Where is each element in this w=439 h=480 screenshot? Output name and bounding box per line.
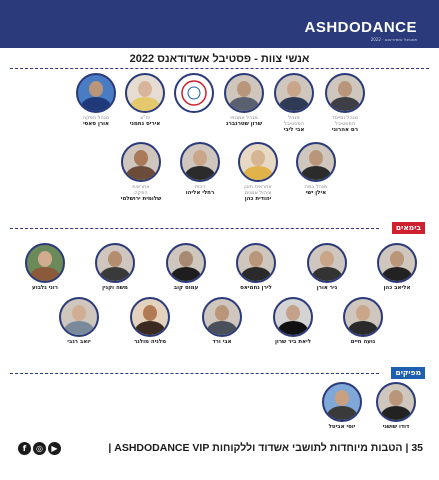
person-card <box>14 243 76 292</box>
person-role: מנהל ומייסד הפסטיבל <box>331 115 359 127</box>
person-name: דודו שושני <box>382 424 410 430</box>
person-role: מנהל הפקה <box>82 115 110 121</box>
person-name: אבי ורד <box>212 339 232 345</box>
person-card <box>296 243 358 292</box>
avatar <box>376 382 416 422</box>
person-card <box>285 142 347 197</box>
avatar <box>343 297 383 337</box>
person-name: אורן סאסי <box>82 121 110 127</box>
person-card <box>225 243 287 292</box>
person-card <box>169 142 231 197</box>
section-divider <box>10 373 379 374</box>
person-name: משה וקנין <box>102 285 128 291</box>
avatar <box>202 297 242 337</box>
person-name: ליאת ביר שרון <box>274 339 312 345</box>
facebook-icon[interactable]: f <box>18 442 31 455</box>
avatar <box>307 243 347 283</box>
person-card <box>110 142 172 203</box>
person-role: מנהל הפסטיבל <box>284 115 304 127</box>
person-role: אחראית תוכן וניהול אמנים <box>244 184 272 196</box>
avatar <box>95 243 135 283</box>
avatar <box>322 382 362 422</box>
person-card <box>227 142 289 203</box>
avatar <box>296 142 336 182</box>
logo-subtitle: 2022 · פסטיבל אשדודאנס <box>370 37 417 42</box>
avatar <box>121 142 161 182</box>
person-role: מנהל אמנותי <box>230 115 258 121</box>
person-card <box>332 297 394 346</box>
footer <box>18 438 423 458</box>
person-name: רם אהרוני <box>331 127 359 133</box>
avatar <box>174 73 214 113</box>
avatar <box>236 243 276 283</box>
avatar <box>377 243 417 283</box>
avatar <box>274 73 314 113</box>
person-name: אילן ישי <box>305 190 327 196</box>
person-role: רכזת <box>194 184 206 190</box>
avatar <box>325 73 365 113</box>
page-title: אנשי צוות - פסטיבל אשדודאנס 2022 <box>129 53 310 65</box>
ashdodance-logo: ASHDODANCE <box>304 19 417 36</box>
person-name: ניר אורן <box>316 285 338 291</box>
avatar <box>180 142 220 182</box>
avatar <box>273 297 313 337</box>
section-divider <box>10 228 379 229</box>
person-name: שרון שטרנברג <box>225 121 262 127</box>
person-name: מלניה מולנר <box>133 339 167 345</box>
person-role: אחראית הפקה <box>132 184 150 196</box>
person-card <box>262 297 324 346</box>
avatar <box>59 297 99 337</box>
person-name: נועה חיים <box>350 339 376 345</box>
person-name: אליאב כהן <box>383 285 411 291</box>
person-card <box>365 382 427 431</box>
person-name: עמוס קוב <box>173 285 199 291</box>
avatar <box>25 243 65 283</box>
person-name: רחלי אליהו <box>185 190 215 196</box>
person-name: שלומית ירושלמי <box>120 196 162 202</box>
footer-text: 35 | הטבות מיוחדות לתושבי אשדוד וללקוחות ASHDODANCE VIP | <box>108 442 423 454</box>
person-role: מנהל במה <box>304 184 328 190</box>
person-role: יח"צ <box>140 115 150 121</box>
person-card <box>366 243 428 292</box>
avatar <box>130 297 170 337</box>
youtube-icon[interactable]: ▶ <box>48 442 61 455</box>
avatar <box>125 73 165 113</box>
instagram-icon[interactable]: ◎ <box>33 442 46 455</box>
person-card <box>48 297 110 346</box>
logo-graphic <box>176 75 212 111</box>
social-icons <box>18 442 61 455</box>
person-name: רוני גלבוע <box>32 285 58 291</box>
person-card <box>119 297 181 346</box>
person-name: לירן נחמיאס <box>240 285 272 291</box>
avatar <box>166 243 206 283</box>
page-number: 35 <box>411 442 423 454</box>
avatar <box>224 73 264 113</box>
person-card <box>65 73 127 128</box>
person-name: יהודית כהן <box>244 196 272 202</box>
person-name: יואב רגבי <box>67 339 91 345</box>
person-card <box>191 297 253 346</box>
person-card <box>84 243 146 292</box>
section-badge-performers: בימאים <box>392 222 425 234</box>
person-card <box>155 243 217 292</box>
avatar <box>76 73 116 113</box>
title-divider <box>10 68 429 69</box>
person-name: איריס נחמני <box>129 121 161 127</box>
person-name: אבי ליבי <box>283 127 305 133</box>
person-card <box>311 382 373 431</box>
avatar <box>238 142 278 182</box>
person-name: יוסי אביטל <box>328 424 356 430</box>
footer-promo: הטבות מיוחדות לתושבי אשדוד וללקוחות ASHDODANCE VIP <box>114 442 403 454</box>
section-badge-producers: מפיקים <box>391 367 425 379</box>
